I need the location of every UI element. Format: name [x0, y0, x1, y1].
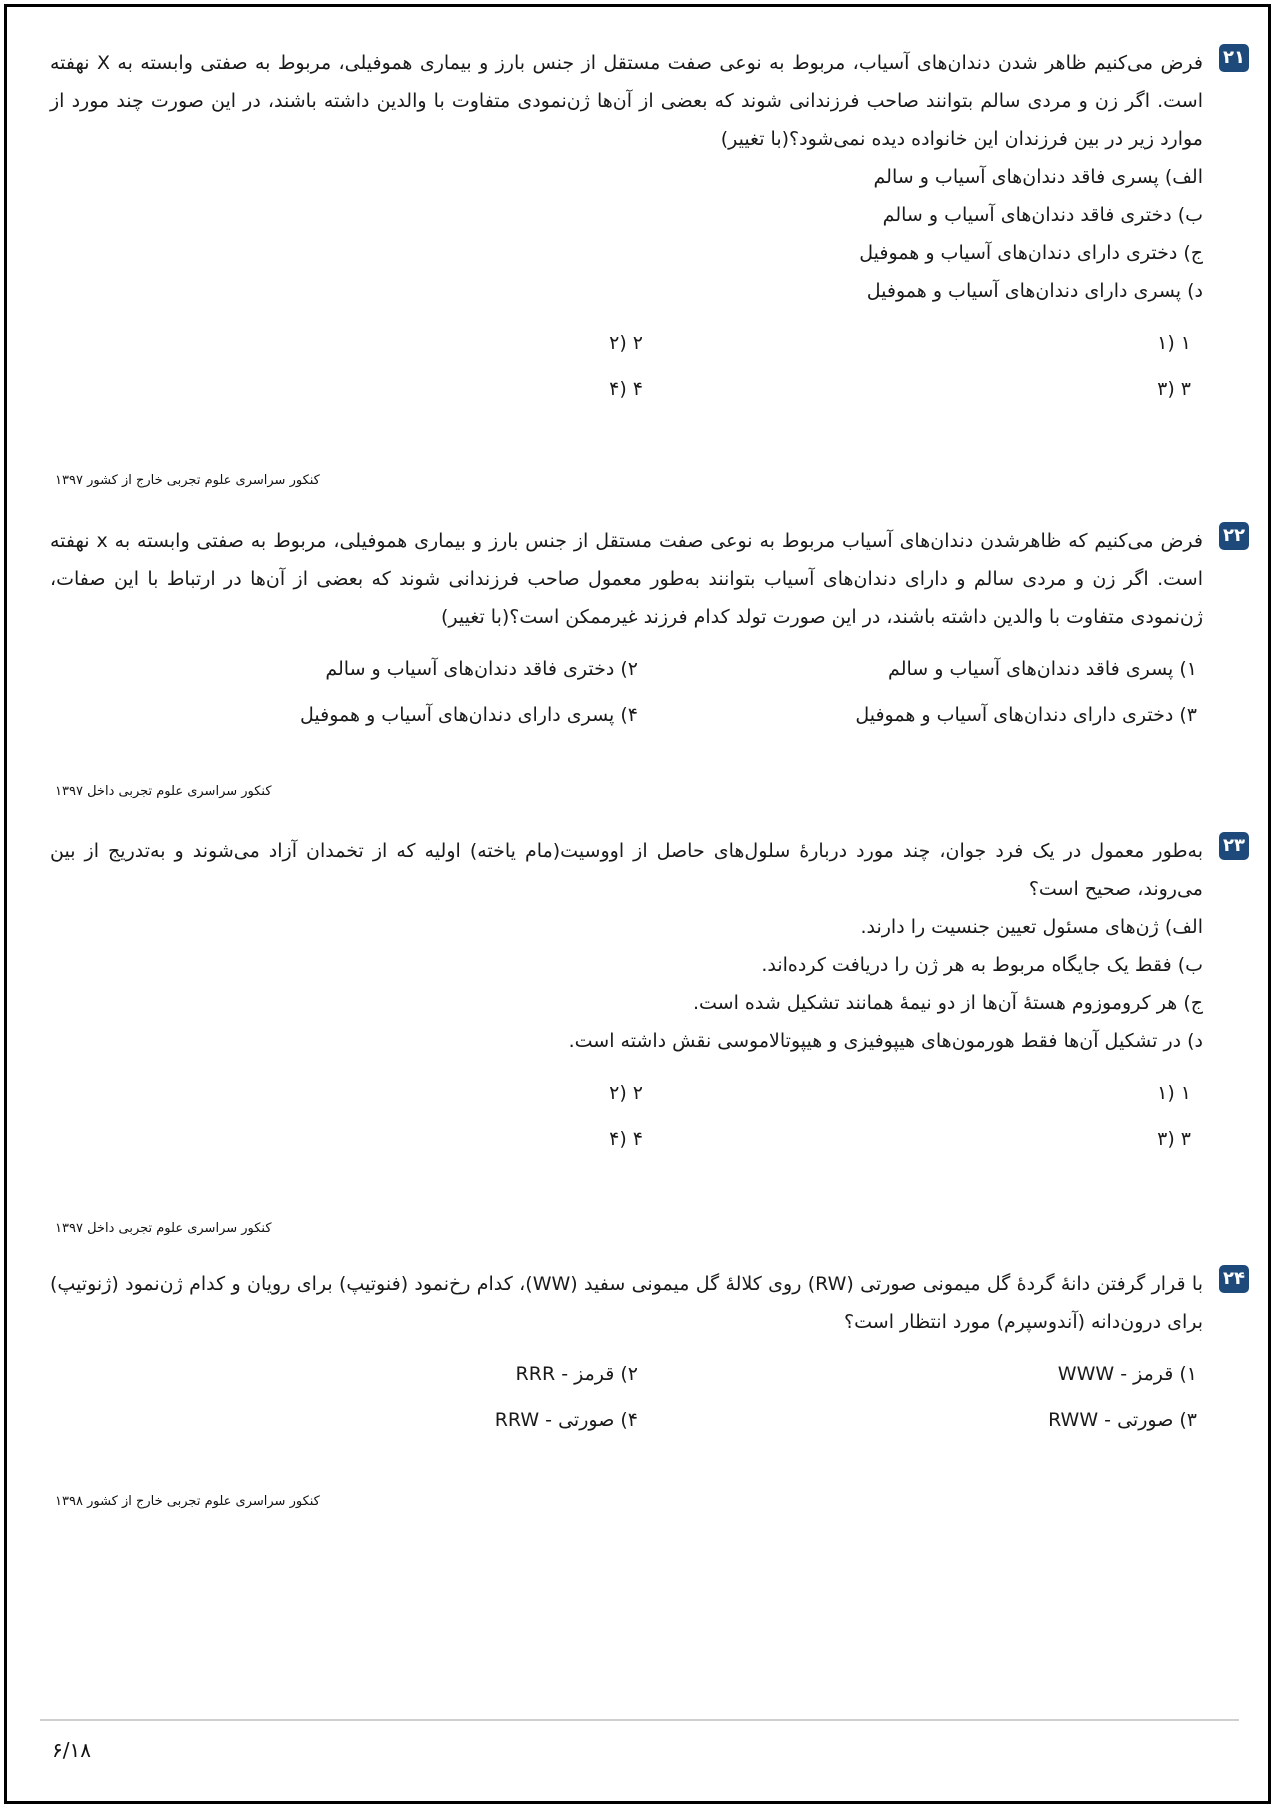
question-number-badge: ۲۲ [1219, 522, 1249, 550]
option-1[interactable]: ۱) قرمز - WWW [1057, 1363, 1197, 1385]
footer-divider [40, 1719, 1239, 1721]
item-a: الف) پسری فاقد دندان‌های آسیاب و سالم [873, 166, 1203, 188]
question-stem: با قرار گرفتن دانهٔ گردهٔ گل میمونی صورتی (RW) روی کلالهٔ گل میمونی سفید (WW)، کدام رخ‌نمود (فنوتیپ) برای رویان و کدام ژن‌نمود (ژنوتیپ) برای درون‌دانه (آندوسپرم) مورد انتظار است؟ [50, 1273, 1203, 1333]
question-21 [50, 44, 1247, 416]
options [50, 1355, 1203, 1447]
question-stem: به‌طور معمول در یک فرد جوان، چند مورد دربارهٔ سلول‌های حاصل از اووسیت(مام یاخته) اولیه که از تخمدان آزاد می‌شوند و به‌تدریج از بین می‌روند، صحیح است؟ [50, 840, 1203, 900]
option-1[interactable]: ۱ (۱ [1157, 1082, 1191, 1104]
option-2[interactable]: ۲ (۲ [609, 1082, 643, 1104]
question-stem: فرض می‌کنیم که ظاهرشدن دندان‌های آسیاب مربوط به نوعی صفت مستقل از جنس بارز و بیماری هموفیلی، مربوط به صفتی وابسته به x نهفته است. اگر زن و مردی سالم و دارای دندان‌های آسیاب بتوانند به‌طور معمول صاحب فرزندانی شوند که بعضی از آن‌ها در ارتباط با این صفات، ژن‌نمودی متفاوت با والدین داشته باشند، در این صورت تولد کدام فرزند غیرممکن است؟(با تغییر) [50, 530, 1203, 628]
option-1[interactable]: ۱) پسری فاقد دندان‌های آسیاب و سالم [888, 658, 1197, 680]
item-b: ب) دختری فاقد دندان‌های آسیاب و سالم [882, 204, 1203, 226]
option-3[interactable]: ۳ (۳ [1157, 378, 1191, 400]
question-stem: فرض می‌کنیم ظاهر شدن دندان‌های آسیاب، مربوط به نوعی صفت مستقل از جنس بارز و بیماری هموفیلی، مربوط به صفتی وابسته به X نهفته است. اگر زن و مردی سالم بتوانند صاحب فرزندانی شوند که بعضی از آن‌ها ژن‌نمودی متفاوت با والدین داشته باشند، در این صورت چند مورد از موارد زیر در بین فرزندان این خانواده دیده نمی‌شود؟(با تغییر) [50, 52, 1203, 150]
question-number-badge: ۲۴ [1219, 1265, 1249, 1293]
item-b: ب) فقط یک جایگاه مربوط به هر ژن را دریافت کرده‌اند. [761, 954, 1203, 976]
option-4[interactable]: ۴ (۴ [609, 378, 643, 400]
question-number-badge: ۲۱ [1219, 44, 1249, 72]
item-d: د) در تشکیل آن‌ها فقط هورمون‌های هیپوفیزی و هیپوتالاموسی نقش داشته است. [568, 1030, 1203, 1052]
options [50, 324, 1203, 416]
option-3[interactable]: ۳) صورتی - RWW [1048, 1409, 1197, 1431]
item-c: ج) هر کروموزوم هستهٔ آن‌ها از دو نیمهٔ همانند تشکیل شده است. [692, 992, 1203, 1014]
question-items [50, 158, 1203, 310]
question-source: کنکور سراسری علوم تجربی داخل ۱۳۹۷ [55, 784, 272, 799]
question-23 [50, 832, 1247, 1166]
option-3[interactable]: ۳) دختری دارای دندان‌های آسیاب و هموفیل [855, 704, 1197, 726]
item-c: ج) دختری دارای دندان‌های آسیاب و هموفیل [859, 242, 1203, 264]
item-d: د) پسری دارای دندان‌های آسیاب و هموفیل [866, 280, 1203, 302]
option-2[interactable]: ۲) دختری فاقد دندان‌های آسیاب و سالم [325, 658, 638, 680]
option-1[interactable]: ۱ (۱ [1157, 332, 1191, 354]
question-source: کنکور سراسری علوم تجربی خارج از کشور ۱۳۹۷ [55, 473, 320, 488]
option-2[interactable]: ۲ (۲ [609, 332, 643, 354]
option-4[interactable]: ۴) پسری دارای دندان‌های آسیاب و هموفیل [300, 704, 638, 726]
page-number: ۶/۱۸ [52, 1738, 91, 1762]
option-4[interactable]: ۴ (۴ [609, 1128, 643, 1150]
item-a: الف) ژن‌های مسئول تعیین جنسیت را دارند. [860, 916, 1203, 938]
question-22 [50, 522, 1247, 742]
question-source: کنکور سراسری علوم تجربی خارج از کشور ۱۳۹۸ [55, 1494, 320, 1509]
option-2[interactable]: ۲) قرمز - RRR [515, 1363, 638, 1385]
question-number-badge: ۲۳ [1219, 832, 1249, 860]
question-24 [50, 1265, 1247, 1447]
options [50, 1074, 1203, 1166]
question-items [50, 908, 1203, 1060]
option-4[interactable]: ۴) صورتی - RRW [494, 1409, 638, 1431]
option-3[interactable]: ۳ (۳ [1157, 1128, 1191, 1150]
options [50, 650, 1203, 742]
question-source: کنکور سراسری علوم تجربی داخل ۱۳۹۷ [55, 1221, 272, 1236]
